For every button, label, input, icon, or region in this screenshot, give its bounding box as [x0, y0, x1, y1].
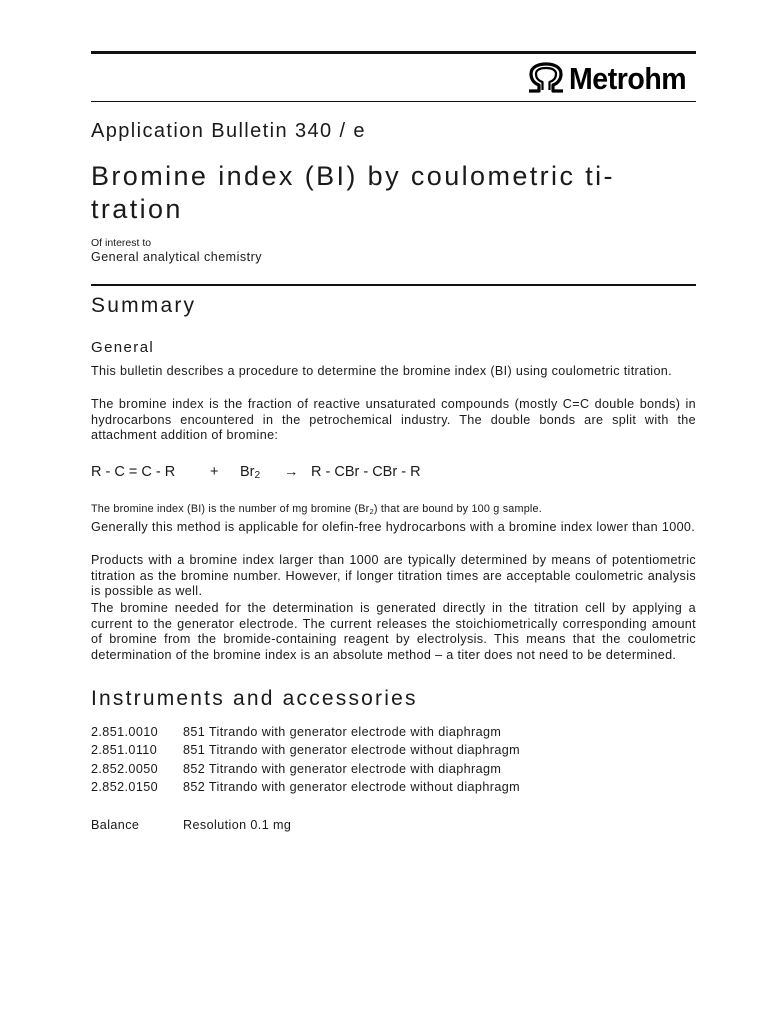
equation-product: R - CBr - CBr - R: [311, 464, 421, 480]
note-text-a: The bromine index (BI) is the number of mg bromine (Br: [91, 503, 370, 515]
metrohm-logo: [526, 58, 696, 98]
paragraph-intro: This bulletin describes a procedure to determine the bromine index (BI) using coulometric titration.: [91, 364, 672, 378]
instrument-code: 2.851.0010: [91, 725, 159, 739]
equation-bromine-subscript: 2: [254, 470, 261, 481]
document-title: Bromine index (BI) by coulometric ti-tration: [91, 161, 615, 224]
document-page: [91, 0, 696, 1024]
paragraph-applicability: Generally this method is applicable for olefin-free hydrocarbons with a bromine index lower than 1000.: [91, 520, 696, 534]
equation-bromine-symbol: Br: [240, 464, 255, 480]
bromine-index-note: [91, 503, 542, 515]
paragraph-generation: The bromine needed for the determination is generated directly in the titration cell by applying a current to the generator electrode. The current releases the stoichiometrically corresponding amount of bromine from the bromide-containing reagent by electrolysis. This means that the coulometric determination of the bromine index is an absolute method – a titer does not need to be determined.: [91, 601, 696, 662]
balance-description: Resolution 0.1 mg: [183, 818, 292, 832]
note-text-b: ) that are bound by 100 g sample.: [373, 503, 542, 515]
instrument-description: 851 Titrando with generator electrode with diaphragm: [183, 725, 502, 739]
section-rule: [91, 284, 696, 286]
paragraph-definition: The bromine index is the fraction of reactive unsaturated compounds (mostly C=C double bonds) in hydrocarbons encountered in the petrochemical industry. The double bonds are split with the attachment addition of bromine:: [91, 397, 696, 443]
bulletin-number: Application Bulletin 340 / e: [91, 120, 366, 142]
interest-value: General analytical chemistry: [91, 250, 263, 264]
instrument-code: 2.852.0150: [91, 780, 159, 794]
instruments-heading: Instruments and accessories: [91, 687, 418, 710]
equation-bromine: [240, 464, 260, 480]
instrument-description: 852 Titrando with generator electrode without diaphragm: [183, 780, 521, 794]
equation-arrow: →: [284, 464, 299, 480]
instrument-description: 852 Titrando with generator electrode with diaphragm: [183, 762, 502, 776]
note-subscript: 2: [369, 507, 374, 516]
equation-reactant: R - C = C - R: [91, 464, 176, 480]
interest-label: Of interest to: [91, 237, 152, 249]
balance-label: Balance: [91, 818, 140, 832]
logo-wordmark: Metrohm: [568, 60, 686, 96]
paragraph-larger-index: Products with a bromine index larger than 1000 are typically determined by means of potentiometric titration as the bromine number. However, if longer titration times are acceptable coulometric analysis is possible as well.: [91, 553, 696, 599]
instrument-code: 2.851.0110: [91, 743, 158, 757]
instrument-code: 2.852.0050: [91, 762, 159, 776]
summary-heading: Summary: [91, 294, 197, 317]
general-heading: General: [91, 339, 155, 356]
instrument-description: 851 Titrando with generator electrode without diaphragm: [183, 743, 521, 757]
header-rule: [91, 101, 696, 102]
top-rule: [91, 51, 696, 54]
equation-plus: +: [210, 464, 219, 480]
omega-icon: [526, 62, 566, 94]
